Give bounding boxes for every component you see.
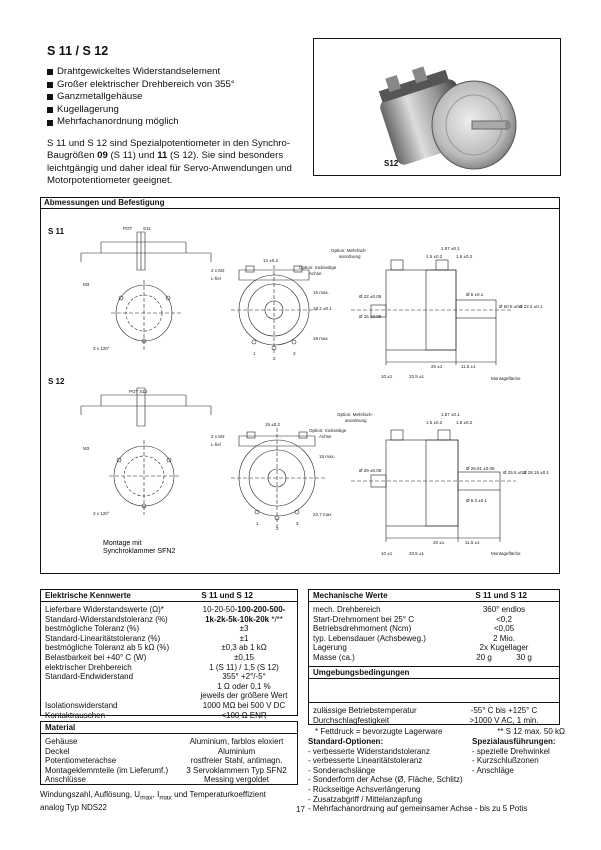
table-row: Durchschlagfestigkeit >1000 V AC, 1 min. — [313, 715, 539, 725]
table-row: elektrischer Drehbereich 1 (S 11) / 1,5 (S 12) — [45, 662, 279, 672]
pin-label: 3 — [296, 521, 299, 526]
feature-item: Großer elektrischer Drehbereich von 355° — [47, 79, 235, 92]
dim-text: 18.2 ±0.1 — [313, 306, 332, 311]
dim-text: 1.5 ±0.2 — [426, 254, 443, 259]
feature-item: Drahtgewickeltes Widerstandselement — [47, 66, 235, 79]
dim-text: Ø 22 ±0.05 — [359, 294, 382, 299]
potentiometer-photo-icon — [314, 39, 560, 175]
pin-label: 1 — [256, 521, 259, 526]
dim-text: Ø 6.3 ±0.1 — [466, 498, 487, 503]
dim-text: 15 max. — [319, 454, 336, 459]
env-heading: Umgebungsbedingungen — [309, 666, 559, 679]
dim-text: 3 x 120° — [93, 511, 110, 516]
elec-rows — [41, 602, 297, 723]
dim-text: Montagefläche — [491, 376, 521, 381]
dim-text: Option: Mehrfach- — [337, 412, 374, 417]
dim-text: Montagefläche — [491, 551, 521, 556]
dim-text: Ø 28.18 ±0.1 — [523, 470, 549, 475]
table-row: mech. Drehbereich 360° endlos — [313, 605, 526, 614]
dim-text: 1.57 ±0.1 — [441, 412, 460, 417]
special-heading: Spezialausführungen: — [472, 737, 556, 746]
dim-text: 1.57 ±0.1 — [441, 246, 460, 251]
mech-col-header: S 11 und S 12 — [475, 591, 527, 600]
table-row: Potentiometerachse rostfreier Stahl, antimagn. — [45, 756, 283, 766]
dim-text: 12 ±0.2 — [263, 258, 278, 263]
bullet-square-icon — [47, 69, 53, 75]
product-photo — [313, 38, 561, 176]
dim-text: 33.5 ±1 — [409, 374, 424, 379]
dim-text: Ø 6 ±0.1 — [466, 292, 484, 297]
dim-text: 20 ±1 — [433, 540, 445, 545]
table-row: Standard-Widerstandstoleranz (%) 1k-2k-5k-10k-20k */** — [45, 614, 283, 624]
dim-text: 1.5 ±0.2 — [426, 420, 443, 425]
s12-label: S 12 — [48, 377, 65, 386]
page-number: 17 — [296, 805, 305, 814]
table-row: Montageklemmteile (im Lieferumf.) 3 Servoklammern Typ SFN2 — [45, 765, 287, 775]
caption-text: Synchroklammer SFN2 — [103, 548, 176, 555]
list-item: - spezielle Drehwinkel — [472, 746, 550, 756]
elec-col-header: S 11 und S 12 — [201, 591, 253, 600]
elec-table — [40, 589, 298, 720]
dim-text: Option: rückseitige — [309, 428, 347, 433]
material-table — [40, 721, 298, 785]
list-item: - Sonderform der Achse (Ø, Fläche, Schlitz) — [308, 775, 463, 785]
list-item: - Sonderachslänge — [308, 765, 376, 775]
dim-text: L-fiel — [211, 442, 221, 447]
notes — [315, 727, 565, 737]
dim-text: Ø 22.2 ±0.1 — [519, 304, 543, 309]
table-row: bestmögliche Toleranz (%) ±3 — [45, 624, 249, 634]
dim-text: M3 — [83, 446, 90, 451]
page-title: S 11 / S 12 — [47, 44, 109, 58]
table-row: Deckel Aluminium — [45, 746, 256, 756]
dim-text: 3 x 120° — [93, 346, 110, 351]
note-bold-stock: * Fettdruck = bevorzugte Lagerware — [315, 727, 443, 736]
dim-text: anordnung — [339, 254, 361, 259]
dim-text: 10 ±1 — [381, 551, 393, 556]
table-row: bestmögliche Toleranz ab 5 kΩ (%) ±0,3 ab 1 kΩ — [45, 643, 267, 653]
table-row: Betriebsdrehmoment (Ncm) <0,05 — [313, 624, 515, 634]
table-row: Lagerung 2x Kugellager — [313, 643, 529, 653]
dim-text: S11 — [143, 226, 151, 231]
dim-text: 20 ±1 — [431, 364, 443, 369]
dim-text: 2 x M2 — [211, 268, 225, 273]
pin-label: 2 — [276, 526, 279, 531]
table-row: Standard-Endwiderstand 355° +2°/-5° — [45, 672, 266, 682]
dim-text: Ø 50.8 ±0.1 — [499, 304, 523, 309]
dim-text: 33.5 ±1 — [409, 551, 424, 556]
pin-label: 1 — [253, 351, 256, 356]
dim-text: 11.5 ±1 — [461, 364, 476, 369]
photo-label: S12 — [384, 159, 399, 168]
table-row: Standard-Linearitätstoleranz (%) ±1 — [45, 633, 249, 643]
table-row: Isolationswiderstand 1000 MΩ bei 500 V DC — [45, 700, 286, 710]
dim-text: Ø 25.5 ±0.1 — [503, 470, 527, 475]
caption-text: Montage mit — [103, 540, 142, 547]
dim-text: POT S12 — [129, 389, 148, 394]
dim-text: 11.5 ±1 — [465, 540, 480, 545]
feature-item: Mehrfachanordnung möglich — [47, 116, 235, 129]
table-row: Belastbarkeit bei +40° C (W) ±0,15 — [45, 652, 254, 662]
list-item: - verbesserte Widerstandstoleranz — [308, 746, 430, 756]
dimensions-heading: Abmessungen und Befestigung — [40, 197, 560, 209]
pin-label: 2 — [273, 356, 276, 361]
pin-label: 3 — [293, 351, 296, 356]
list-item: - verbesserte Linearitätstoleranz — [308, 756, 423, 766]
table-row: Start-Drehmoment bei 25° C <0,2 — [313, 614, 512, 624]
bullet-square-icon — [47, 107, 53, 113]
dim-text: Ø 25.61 ±0.05 — [466, 466, 495, 471]
dim-text: 10 ±1 — [381, 374, 393, 379]
mech-table — [308, 589, 560, 703]
table-row: Kontaktrauschen <100 Ω ENR — [45, 710, 267, 720]
elec-heading: Elektrische Kennwerte — [45, 591, 131, 600]
dim-text: 15 ±0.2 — [265, 422, 280, 427]
table-row: zulässige Betriebstemperatur -55° C bis +125° C — [313, 706, 538, 715]
dim-text: Option: Mehrfach- — [331, 248, 368, 253]
intro-paragraph: S 11 und S 12 sind Spezialpotentiometer in den Synchro-Baugrößen 09 (S 11) und 11 (S 12). Sie sind besonders leichtgängig und daher ideal für Servo-Anwendungen und Motorpotentiometer geeignet. — [47, 138, 292, 187]
table-row: jeweils der größere Wert — [200, 691, 288, 701]
footnote-left: Windungszahl, Auflösung, $U_{max}$, $I_{max}$ und Temperaturkoeffizient analog Typ NDS22 — [40, 790, 266, 813]
table-row: Masse (ca.) 20 g 30 g — [313, 652, 532, 662]
feature-item: Kugellagerung — [47, 104, 235, 117]
dim-text: M3 — [83, 282, 90, 287]
dim-text: Achse — [319, 434, 332, 439]
env-table — [308, 703, 560, 725]
list-item: - Zusatzabgriff / Mittelanzapfung — [308, 794, 423, 804]
table-row: typ. Lebensdauer (Achsbeweg.) 2 Mio. — [313, 633, 515, 643]
std-options-heading: Standard-Optionen: — [308, 737, 384, 746]
dim-text: POT — [123, 226, 133, 231]
dim-text: 1.5 ±0.2 — [456, 254, 473, 259]
dim-text: 1.5 ±0.2 — [456, 420, 473, 425]
dim-text: L-fiel — [211, 276, 221, 281]
table-row: Anschlüsse Messing vergoldet — [45, 775, 269, 785]
dim-text: 18 max — [313, 336, 328, 341]
dim-text: anordnung — [345, 418, 367, 423]
list-item: - Mehrfachanordnung auf gemeinsamer Achse - bis zu 5 Potis — [308, 804, 528, 814]
dim-text: 15 max. — [313, 290, 330, 295]
table-row: Lieferbare Widerstandswerte (Ω)* 10-20-50-100-200-500- — [45, 605, 286, 614]
s11-label: S 11 — [48, 227, 65, 236]
dim-text: Ø 15 ±0.05 — [359, 314, 382, 319]
special-versions — [472, 737, 562, 775]
bullet-square-icon — [47, 120, 53, 126]
dim-text: Option: rückseitige — [299, 265, 337, 270]
list-item: - Rückseitige Achsverlängerung — [308, 784, 421, 794]
dim-text: 2 x M3 — [211, 434, 225, 439]
feature-list — [47, 66, 235, 129]
bullet-square-icon — [47, 82, 53, 88]
dim-text: Ø 29 ±0.05 — [359, 468, 382, 473]
note-s12-max: ** S 12 max. 50 kΩ — [497, 727, 565, 736]
list-item: - Kurzschlußzonen — [472, 756, 539, 766]
dim-text: 22.7 max — [313, 512, 332, 517]
list-item: - Anschläge — [472, 765, 514, 775]
feature-item: Ganzmetallgehäuse — [47, 91, 235, 104]
bullet-square-icon — [47, 94, 53, 100]
dimension-drawing — [41, 210, 559, 573]
dim-text: Achse — [309, 271, 322, 276]
table-row: Gehäuse Aluminium, farblos eloxiert — [45, 737, 284, 746]
table-row: 1 Ω oder 0,1 % — [217, 681, 271, 691]
material-heading: Material — [41, 722, 297, 734]
mech-heading: Mechanische Werte — [313, 591, 388, 600]
